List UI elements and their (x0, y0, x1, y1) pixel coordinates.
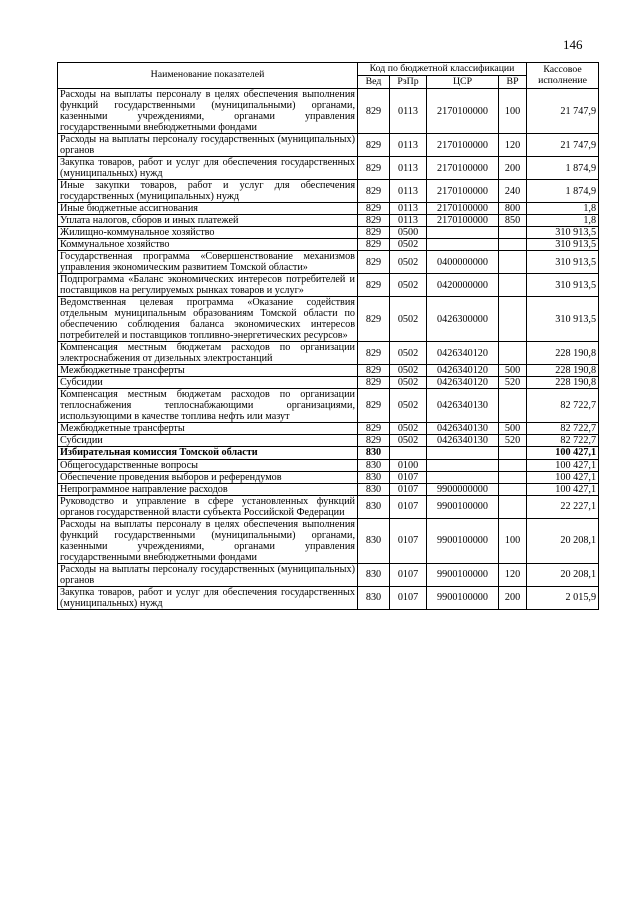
row-vr: 500 (499, 423, 527, 435)
row-vr (499, 459, 527, 471)
row-name: Компенсация местным бюджетам расходов по организации электроснабжения от дизельных электростанций (58, 342, 358, 365)
row-vr: 200 (499, 586, 527, 609)
row-amount: 1 874,9 (527, 180, 599, 203)
row-ved: 830 (358, 471, 390, 483)
row-ved: 829 (358, 377, 390, 389)
row-csr (427, 239, 499, 251)
row-rzpr (390, 447, 427, 459)
table-row (58, 89, 599, 134)
row-rzpr: 0502 (390, 342, 427, 365)
row-amount: 310 913,5 (527, 274, 599, 297)
row-vr: 520 (499, 435, 527, 447)
row-name: Руководство и управление в сфере установленных функций органов государственной власти субъекта Российской Федерации (58, 495, 358, 518)
table-row (58, 377, 599, 389)
row-vr (499, 389, 527, 423)
row-ved: 829 (358, 274, 390, 297)
row-name: Иные бюджетные ассигнования (58, 203, 358, 215)
row-amount: 310 913,5 (527, 297, 599, 342)
table-row (58, 483, 599, 495)
row-csr: 2170100000 (427, 89, 499, 134)
page-number: 146 (563, 37, 583, 52)
row-name: Иные закупки товаров, работ и услуг для обеспечения государственных (муниципальных) нужд (58, 180, 358, 203)
row-rzpr: 0502 (390, 423, 427, 435)
table-row (58, 518, 599, 563)
row-vr: 500 (499, 365, 527, 377)
table-row (58, 203, 599, 215)
row-ved: 830 (358, 586, 390, 609)
row-csr (427, 459, 499, 471)
row-vr (499, 251, 527, 274)
table-row (58, 435, 599, 447)
row-csr (427, 447, 499, 459)
row-amount: 228 190,8 (527, 342, 599, 365)
row-amount: 100 427,1 (527, 459, 599, 471)
row-name: Расходы на выплаты персоналу государственных (муниципальных) органов (58, 563, 358, 586)
row-vr: 100 (499, 89, 527, 134)
row-ved: 830 (358, 495, 390, 518)
row-csr: 2170100000 (427, 157, 499, 180)
row-ved: 829 (358, 215, 390, 227)
table-row (58, 227, 599, 239)
row-csr: 9900100000 (427, 518, 499, 563)
row-amount: 21 747,9 (527, 134, 599, 157)
row-name: Избирательная комиссия Томской области (58, 447, 358, 459)
row-ved: 829 (358, 297, 390, 342)
row-amount: 310 913,5 (527, 239, 599, 251)
row-ved: 829 (358, 239, 390, 251)
row-name: Государственная программа «Совершенствование механизмов управления экономическим развитием Томской области» (58, 251, 358, 274)
row-name: Субсидии (58, 377, 358, 389)
table-row (58, 342, 599, 365)
row-vr (499, 239, 527, 251)
row-rzpr: 0502 (390, 297, 427, 342)
row-amount: 1,8 (527, 215, 599, 227)
row-vr (499, 342, 527, 365)
table-row (58, 180, 599, 203)
table-row (58, 365, 599, 377)
row-rzpr: 0107 (390, 586, 427, 609)
row-name: Межбюджетные трансферты (58, 423, 358, 435)
row-name: Расходы на выплаты персоналу в целях обеспечения выполнения функций государственными (муниципальными) органами, казенными учреждениями, органами управления государственными внебюджетными фондами (58, 89, 358, 134)
row-csr: 2170100000 (427, 134, 499, 157)
row-ved: 830 (358, 483, 390, 495)
header-csr: ЦСР (427, 76, 499, 89)
row-rzpr: 0502 (390, 435, 427, 447)
table-row (58, 157, 599, 180)
header-execution: Кассовое исполнение (527, 63, 599, 89)
row-rzpr: 0113 (390, 215, 427, 227)
row-amount: 82 722,7 (527, 389, 599, 423)
row-rzpr: 0502 (390, 251, 427, 274)
row-csr: 0420000000 (427, 274, 499, 297)
header-rzpr: РзПр (390, 76, 427, 89)
row-ved: 829 (358, 227, 390, 239)
row-csr: 9900100000 (427, 586, 499, 609)
table-row (58, 495, 599, 518)
header-code-group: Код по бюджетной классификации (358, 63, 527, 76)
row-csr: 0426300000 (427, 297, 499, 342)
budget-table (57, 62, 599, 610)
table-row (58, 586, 599, 609)
row-ved: 830 (358, 563, 390, 586)
table-row (58, 239, 599, 251)
row-rzpr: 0500 (390, 227, 427, 239)
table-row (58, 471, 599, 483)
row-name: Общегосударственные вопросы (58, 459, 358, 471)
row-csr: 9900100000 (427, 563, 499, 586)
row-csr: 0426340120 (427, 377, 499, 389)
row-csr: 0426340130 (427, 423, 499, 435)
row-ved: 830 (358, 459, 390, 471)
row-name: Непрограммное направление расходов (58, 483, 358, 495)
row-vr: 520 (499, 377, 527, 389)
row-name: Субсидии (58, 435, 358, 447)
row-rzpr: 0113 (390, 134, 427, 157)
row-ved: 829 (358, 203, 390, 215)
row-vr: 240 (499, 180, 527, 203)
row-name: Закупка товаров, работ и услуг для обеспечения государственных (муниципальных) нужд (58, 586, 358, 609)
row-csr: 0426340120 (427, 365, 499, 377)
row-vr (499, 483, 527, 495)
row-amount: 21 747,9 (527, 89, 599, 134)
table-row (58, 423, 599, 435)
row-csr: 0426340130 (427, 435, 499, 447)
row-ved: 829 (358, 251, 390, 274)
row-amount: 100 427,1 (527, 483, 599, 495)
row-vr: 800 (499, 203, 527, 215)
row-ved: 829 (358, 423, 390, 435)
row-name: Жилищно-коммунальное хозяйство (58, 227, 358, 239)
row-vr: 120 (499, 563, 527, 586)
row-vr (499, 471, 527, 483)
row-rzpr: 0113 (390, 203, 427, 215)
row-amount: 310 913,5 (527, 251, 599, 274)
row-csr (427, 471, 499, 483)
row-amount: 228 190,8 (527, 377, 599, 389)
row-rzpr: 0113 (390, 89, 427, 134)
row-ved: 830 (358, 518, 390, 563)
table-row (58, 459, 599, 471)
row-rzpr: 0502 (390, 377, 427, 389)
row-amount: 20 208,1 (527, 518, 599, 563)
row-name: Расходы на выплаты персоналу в целях обеспечения выполнения функций государственными (муниципальными) органами, казенными учреждениями, органами управления государственными внебюджетными фондами (58, 518, 358, 563)
row-vr (499, 447, 527, 459)
row-amount: 100 427,1 (527, 447, 599, 459)
row-rzpr: 0107 (390, 563, 427, 586)
row-rzpr: 0107 (390, 518, 427, 563)
table-row (58, 251, 599, 274)
row-vr: 850 (499, 215, 527, 227)
table-row (58, 447, 599, 459)
row-rzpr: 0107 (390, 471, 427, 483)
row-vr (499, 274, 527, 297)
row-ved: 829 (358, 365, 390, 377)
row-name: Обеспечение проведения выборов и референдумов (58, 471, 358, 483)
row-rzpr: 0502 (390, 389, 427, 423)
row-amount: 1,8 (527, 203, 599, 215)
row-amount: 22 227,1 (527, 495, 599, 518)
row-csr: 9900000000 (427, 483, 499, 495)
row-csr: 2170100000 (427, 215, 499, 227)
header-ved: Вед (358, 76, 390, 89)
row-ved: 829 (358, 157, 390, 180)
row-csr: 9900100000 (427, 495, 499, 518)
row-name: Подпрограмма «Баланс экономических интересов потребителей и поставщиков на регулируемых рынках товаров и услуг» (58, 274, 358, 297)
row-amount: 1 874,9 (527, 157, 599, 180)
row-rzpr: 0100 (390, 459, 427, 471)
row-name: Закупка товаров, работ и услуг для обеспечения государственных (муниципальных) нужд (58, 157, 358, 180)
table-row (58, 389, 599, 423)
table-body (58, 89, 599, 610)
row-ved: 829 (358, 389, 390, 423)
row-rzpr: 0502 (390, 365, 427, 377)
row-vr: 100 (499, 518, 527, 563)
row-name: Компенсация местным бюджетам расходов по организации теплоснабжения теплоснабжающими организациями, использующими в качестве топлива нефть или мазут (58, 389, 358, 423)
header-name: Наименование показателей (58, 63, 358, 89)
row-rzpr: 0107 (390, 483, 427, 495)
row-vr: 120 (499, 134, 527, 157)
row-name: Уплата налогов, сборов и иных платежей (58, 215, 358, 227)
row-ved: 830 (358, 447, 390, 459)
table-row (58, 563, 599, 586)
row-rzpr: 0113 (390, 180, 427, 203)
row-ved: 829 (358, 180, 390, 203)
row-name: Расходы на выплаты персоналу государственных (муниципальных) органов (58, 134, 358, 157)
table-header (58, 63, 599, 89)
row-vr: 200 (499, 157, 527, 180)
row-csr: 2170100000 (427, 203, 499, 215)
header-vr: ВР (499, 76, 527, 89)
table-row (58, 215, 599, 227)
row-name: Ведомственная целевая программа «Оказание содействия отдельным муниципальным образованиям Томской области по обеспечению соблюдения баланса экономических интересов потребителей и поставщиков топливно-энергетических ресурсов» (58, 297, 358, 342)
row-csr: 0426340120 (427, 342, 499, 365)
row-amount: 20 208,1 (527, 563, 599, 586)
row-amount: 2 015,9 (527, 586, 599, 609)
row-ved: 829 (358, 89, 390, 134)
row-csr (427, 227, 499, 239)
row-vr (499, 495, 527, 518)
row-vr (499, 227, 527, 239)
row-amount: 82 722,7 (527, 435, 599, 447)
row-rzpr: 0113 (390, 157, 427, 180)
row-amount: 82 722,7 (527, 423, 599, 435)
table-row (58, 134, 599, 157)
row-name: Межбюджетные трансферты (58, 365, 358, 377)
row-name: Коммунальное хозяйство (58, 239, 358, 251)
row-csr: 0400000000 (427, 251, 499, 274)
row-rzpr: 0502 (390, 239, 427, 251)
table-row (58, 297, 599, 342)
row-ved: 829 (358, 134, 390, 157)
row-csr: 0426340130 (427, 389, 499, 423)
row-rzpr: 0107 (390, 495, 427, 518)
row-amount: 310 913,5 (527, 227, 599, 239)
row-vr (499, 297, 527, 342)
row-csr: 2170100000 (427, 180, 499, 203)
table-row (58, 274, 599, 297)
row-amount: 228 190,8 (527, 365, 599, 377)
row-rzpr: 0502 (390, 274, 427, 297)
row-ved: 829 (358, 435, 390, 447)
row-ved: 829 (358, 342, 390, 365)
row-amount: 100 427,1 (527, 471, 599, 483)
